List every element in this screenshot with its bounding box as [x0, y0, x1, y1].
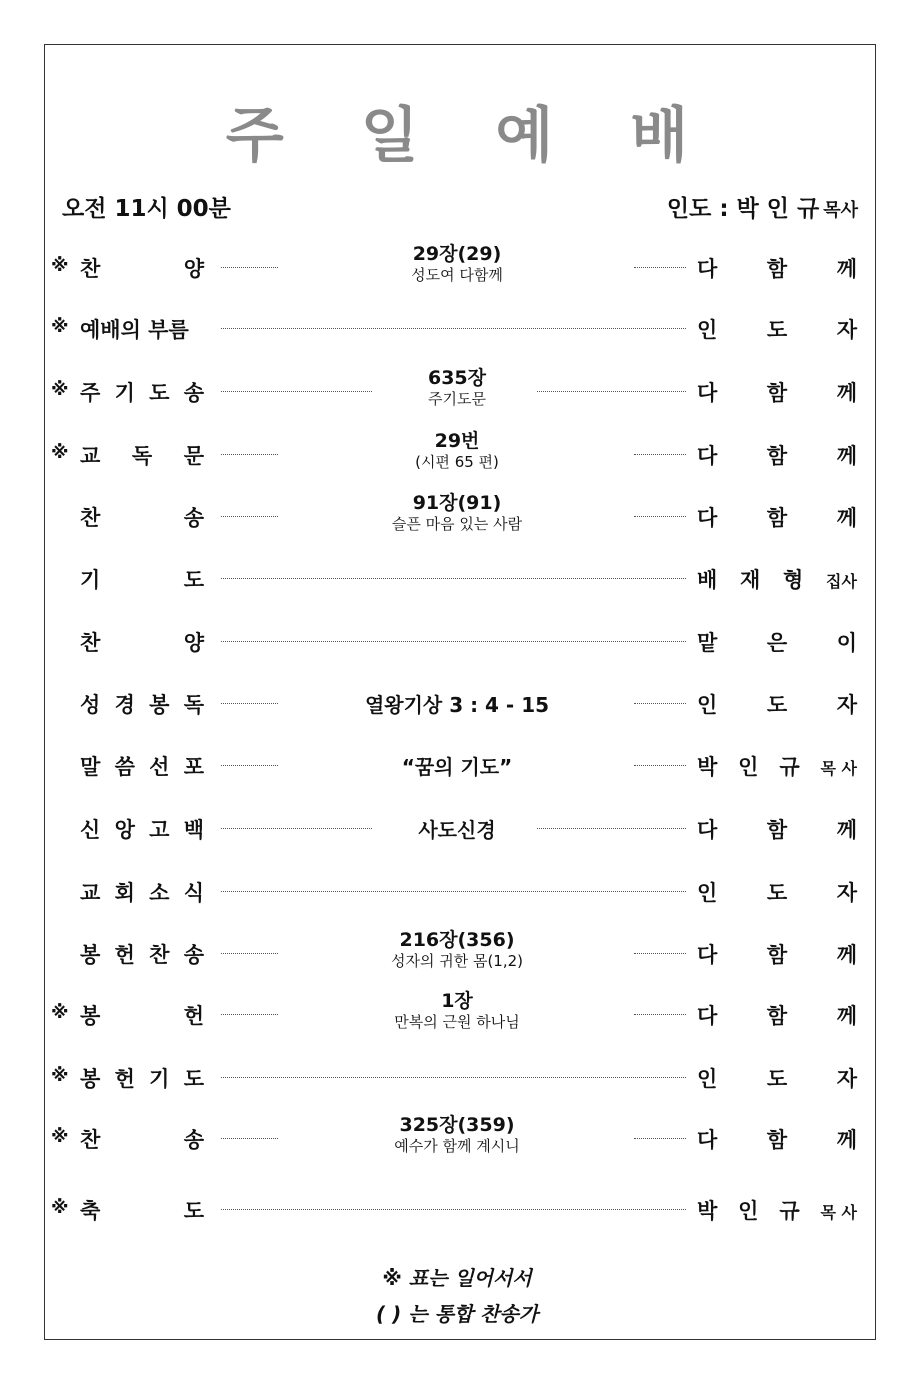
item-hymn: 91장(91) [412, 492, 502, 514]
item-hymn-title: 예수가 함께 계시니 [394, 1137, 520, 1155]
item-hymn: 29번 [434, 430, 480, 452]
item-label: 교 회 소 식 [80, 881, 204, 905]
item-label: 교 독 문 [80, 444, 204, 468]
item-leader: 다 함 께 [697, 818, 857, 842]
item-hymn: 사도신경 [418, 818, 496, 842]
leader-dots [634, 516, 686, 517]
standing-mark: ※ [51, 379, 69, 400]
item-leader: 다 함 께 [697, 943, 857, 967]
item-hymn: 325장(359) [399, 1114, 515, 1136]
service-item [0, 492, 914, 542]
leader-dots [221, 516, 278, 517]
leader-title: 집사 [826, 572, 857, 591]
service-leader-role: 목사 [823, 200, 858, 221]
item-leader: 인 도 자 [697, 1067, 857, 1091]
item-hymn: 1장 [441, 990, 473, 1012]
leader-dots [634, 454, 686, 455]
service-item [0, 1114, 914, 1164]
leader-dots [221, 1138, 278, 1139]
item-label: 찬 양 [80, 631, 204, 655]
item-hymn-title: 성도여 다함께 [411, 266, 503, 284]
service-leader-name: 인도 : 박 인 규 [666, 196, 820, 222]
item-label: 찬 송 [80, 506, 204, 530]
item-detail [280, 990, 634, 1032]
page-title: 주 일 예 배 [225, 101, 717, 171]
standing-mark: ※ [51, 1126, 69, 1147]
service-item [0, 679, 914, 729]
service-item [0, 554, 914, 604]
leader-dots [221, 1014, 278, 1015]
item-leader: 박 인 규 목 사 [697, 1199, 857, 1223]
service-item [0, 367, 914, 417]
item-hymn: 열왕기상 3 : 4 - 15 [364, 693, 550, 717]
item-label: 주 기 도 송 [80, 381, 204, 405]
service-item [0, 304, 914, 354]
service-item [0, 990, 914, 1040]
leader-dots [221, 891, 686, 892]
item-label: 봉 헌 기 도 [80, 1067, 204, 1091]
item-hymn-title: 주기도문 [428, 390, 486, 408]
item-hymn: 216장(356) [399, 929, 515, 951]
item-hymn: “꿈의 기도” [401, 755, 513, 779]
item-leader: 다 함 께 [697, 506, 857, 530]
item-detail [280, 367, 634, 409]
leader-dots [221, 267, 278, 268]
item-label: 성 경 봉 독 [80, 693, 204, 717]
standing-mark: ※ [51, 1065, 69, 1086]
footer-note-hymnal: ( ) 는 통합 찬송가 [375, 1302, 539, 1326]
item-label: 봉 헌 [80, 1004, 204, 1028]
item-leader: 다 함 께 [697, 1128, 857, 1152]
leader-dots [634, 1014, 686, 1015]
item-detail [280, 751, 634, 780]
item-label: 축 도 [80, 1199, 204, 1223]
standing-mark: ※ [51, 255, 69, 276]
item-hymn: 29장(29) [412, 243, 502, 265]
leader-dots [221, 578, 686, 579]
item-hymn-title: 슬픈 마음 있는 사람 [391, 515, 523, 533]
leader-dots [221, 1209, 686, 1210]
leader-dots [221, 328, 686, 329]
item-detail [280, 689, 634, 718]
leader-dots [221, 454, 278, 455]
item-hymn-title: 성자의 귀한 몸(1,2) [390, 952, 524, 970]
standing-mark: ※ [51, 316, 69, 337]
service-item [0, 430, 914, 480]
leader-title: 목 사 [820, 1203, 857, 1222]
item-label: 찬 송 [80, 1128, 204, 1152]
item-label: 찬 양 [80, 257, 204, 281]
item-hymn: 635장 [427, 367, 486, 389]
service-item [0, 867, 914, 917]
leader-title: 목 사 [820, 759, 857, 778]
service-item [0, 804, 914, 854]
item-label: 신 앙 고 백 [80, 818, 204, 842]
item-detail [280, 492, 634, 534]
service-item [0, 929, 914, 979]
service-leader [667, 190, 858, 223]
leader-dots [634, 765, 686, 766]
item-detail [280, 243, 634, 285]
item-label: 기 도 [80, 568, 204, 592]
item-hymn-title: 만복의 근원 하나님 [394, 1013, 520, 1031]
item-leader: 다 함 께 [697, 444, 857, 468]
item-leader: 다 함 께 [697, 381, 857, 405]
item-detail [280, 929, 634, 971]
item-leader: 인 도 자 [697, 318, 857, 342]
leader-dots [221, 641, 686, 642]
item-detail [280, 1114, 634, 1156]
item-leader: 다 함 께 [697, 257, 857, 281]
item-detail [280, 814, 634, 843]
item-leader: 맡 은 이 [697, 631, 857, 655]
service-item [0, 1053, 914, 1103]
item-leader: 배 재 형 집사 [697, 568, 857, 592]
item-label: 말 씀 선 포 [80, 755, 204, 779]
leader-dots [221, 953, 278, 954]
leader-dots [634, 267, 686, 268]
leader-dots [221, 765, 278, 766]
footer-note-standing: ※ 표는 일어서서 [382, 1266, 532, 1290]
standing-mark: ※ [51, 1002, 69, 1023]
service-item [0, 243, 914, 293]
item-hymn-title: (시편 65 편) [415, 453, 499, 471]
standing-mark: ※ [51, 442, 69, 463]
standing-mark: ※ [51, 1197, 69, 1218]
leader-dots [221, 1077, 686, 1078]
item-leader: 인 도 자 [697, 881, 857, 905]
service-time: 오전 11시 00분 [62, 196, 231, 222]
leader-dots [634, 1138, 686, 1139]
item-leader: 다 함 께 [697, 1004, 857, 1028]
service-item [0, 617, 914, 667]
item-detail [280, 430, 634, 472]
leader-dots [634, 703, 686, 704]
leader-dots [221, 703, 278, 704]
item-label: 봉 헌 찬 송 [80, 943, 204, 967]
service-item [0, 1185, 914, 1235]
item-leader: 인 도 자 [697, 693, 857, 717]
leader-dots [634, 953, 686, 954]
item-leader: 박 인 규 목 사 [697, 755, 857, 779]
item-label: 예배의 부름 [80, 318, 189, 342]
service-item [0, 741, 914, 791]
